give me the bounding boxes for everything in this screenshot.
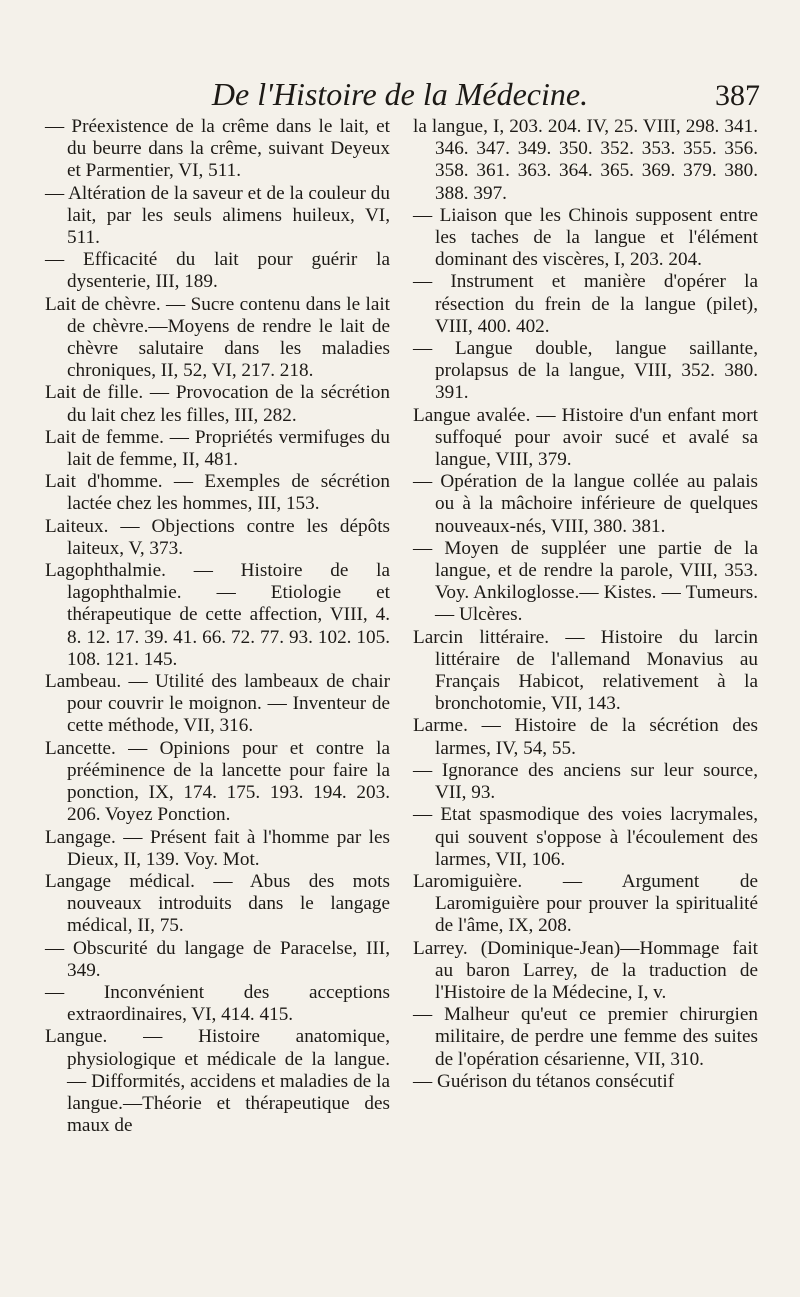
index-entry: Lait de fille. — Provocation de la sécrétion du lait chez les filles, III, 282. xyxy=(45,382,390,426)
index-entry: Lambeau. — Utilité des lambeaux de chair pour couvrir le moignon. — Inventeur de cette méthode, VII, 316. xyxy=(45,671,390,737)
index-entry: — Efficacité du lait pour guérir la dysenterie, III, 189. xyxy=(45,249,390,293)
index-entry: — Langue double, langue saillante, prolapsus de la langue, VIII, 352. 380. 391. xyxy=(413,338,758,404)
index-entry: Larme. — Histoire de la sécrétion des larmes, IV, 54, 55. xyxy=(413,715,758,759)
index-entry: — Instrument et manière d'opérer la résection du frein de la langue (pilet), VIII, 400. 402. xyxy=(413,271,758,337)
index-entry: Langage médical. — Abus des mots nouveaux introduits dans le langage médical, II, 75. xyxy=(45,870,390,937)
index-entry: — Obscurité du langage de Paracelse, III, 349. xyxy=(45,937,390,981)
index-entry: Laiteux. — Objections contre les dépôts laiteux, V, 373. xyxy=(45,515,390,559)
index-entry: la langue, I, 203. 204. IV, 25. VIII, 298. 341. 346. 347. 349. 350. 352. 353. 355. 356. 358. 361. 363. 364. 365. 369. 379. 380. 388. 397. xyxy=(413,116,758,204)
index-entry: Larrey. (Dominique-Jean)—Hommage fait au baron Larrey, de la traduction de l'Histoire de la Médecine, I, v. xyxy=(413,937,758,1003)
index-column-right xyxy=(413,116,758,1093)
page-number: 387 xyxy=(715,79,760,112)
index-entry: Laromiguière. — Argument de Laromiguière pour prouver la spiritualité de l'âme, IX, 208. xyxy=(413,870,758,937)
running-header xyxy=(40,76,760,116)
index-entry: Langue avalée. — Histoire d'un enfant mort suffoqué pour avoir sucé et avalé sa langue, VIII, 379. xyxy=(413,404,758,471)
running-title: De l'Histoire de la Médecine. xyxy=(211,76,589,112)
index-entry: — Préexistence de la crême dans le lait, et du beurre dans la crême, suivant Deyeux et Parmentier, VI, 511. xyxy=(45,116,390,182)
index-entry: — Guérison du tétanos consécutif xyxy=(413,1070,675,1092)
index-entry: — Moyen de suppléer une partie de la langue, et de rendre la parole, VIII, 353. Voy. Ankiloglosse.— Kistes. — Tumeurs. — Ulcères. xyxy=(413,537,758,626)
index-entry: Lancette. — Opinions pour et contre la prééminence de la lancette pour faire la ponction, IX, 174. 175. 193. 194. 203. 206. Voyez Ponction. xyxy=(45,737,390,826)
index-entry: Lait de chèvre. — Sucre contenu dans le lait de chèvre.—Moyens de rendre le lait de chèvre salutaire dans les maladies chroniques, II, 52, VI, 217. 218. xyxy=(45,293,390,382)
index-entry: Langage. — Présent fait à l'homme par les Dieux, II, 139. Voy. Mot. xyxy=(45,826,390,870)
index-entry: Larcin littéraire. — Histoire du larcin littéraire de l'allemand Monavius au Français Habicot, relativement à la bronchotomie, VII, 143. xyxy=(413,626,758,715)
index-entry: — Inconvénient des acceptions extraordinaires, VI, 414. 415. xyxy=(45,981,390,1026)
index-entry: — Opération de la langue collée au palais ou à la mâchoire inférieure de quelques nouveaux-nés, VIII, 380. 381. xyxy=(413,471,758,537)
index-entry: Lagophthalmie. — Histoire de la lagophthalmie. — Etiologie et thérapeutique de cette affection, VIII, 4. 8. 12. 17. 39. 41. 66. 72. 77. 93. 102. 105. 108. 121. 145. xyxy=(45,560,390,670)
index-entry: — Altération de la saveur et de la couleur du lait, par les seuls alimens huileux, VI, 511. xyxy=(45,182,390,249)
index-column-left xyxy=(45,116,390,1137)
index-entry: — Malheur qu'eut ce premier chirurgien militaire, de perdre une femme des suites de l'opération césarienne, VII, 310. xyxy=(413,1004,758,1070)
index-entry: — Ignorance des anciens sur leur source, VII, 93. xyxy=(413,759,758,804)
index-entry: — Etat spasmodique des voies lacrymales, qui souvent s'oppose à l'écoulement des larmes, VII, 106. xyxy=(413,804,758,870)
index-entry: Langue. — Histoire anatomique, physiologique et médicale de la langue. — Difformités, accidens et maladies de la langue.—Théorie et thérapeutique des maux de xyxy=(45,1026,390,1137)
index-entry: — Liaison que les Chinois supposent entre les taches de la langue et l'élément dominant des viscères, I, 203. 204. xyxy=(413,204,758,271)
index-entry: Lait de femme. — Propriétés vermifuges du lait de femme, II, 481. xyxy=(45,426,390,471)
index-entry: Lait d'homme. — Exemples de sécrétion lactée chez les hommes, III, 153. xyxy=(45,471,390,515)
